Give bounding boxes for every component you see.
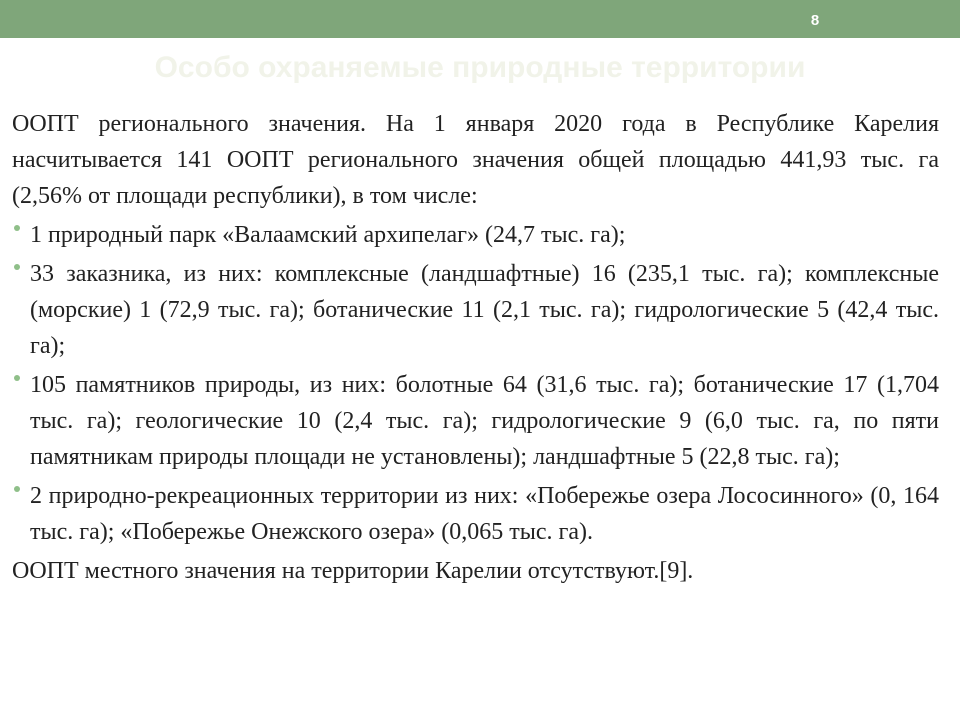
bullet-list [12,217,939,550]
list-item [12,217,939,253]
header-bar [0,0,960,38]
list-item-text: 1 природный парк «Валаамский архипелаг» (24,7 тыс. га); [30,222,626,248]
bullet-icon [14,486,20,492]
bullet-icon [14,264,20,270]
list-item [12,367,939,475]
slide-number: 8 [810,12,820,29]
bullet-icon [14,375,20,381]
slide-content [12,106,939,589]
list-item-text: 33 заказника, из них: комплексные (ландшафтные) 16 (235,1 тыс. га); комплексные (морские) 1 (72,9 тыс. га); ботанические 11 (2,1 тыс. га); гидрологические 5 (42,4 тыс. га); [30,261,939,359]
list-item [12,256,939,364]
list-item-text: 105 памятников природы, из них: болотные 64 (31,6 тыс. га); ботанические 17 (1,704 тыс. га); геологические 10 (2,4 тыс. га); гидрологические 9 (6,0 тыс. га, по пяти памятникам природы площади не установлены); ландшафтные 5 (22,8 тыс. га); [30,372,939,470]
list-item-text: 2 природно-рекреационных территории из них: «Побережье озера Лососинного» (0, 164 тыс. га); «Побережье Онежского озера» (0,065 тыс. га). [30,483,939,545]
list-item [12,478,939,550]
intro-paragraph: ООПТ регионального значения. На 1 января 2020 года в Республике Карелия насчитывается 141 ООПТ регионального значения общей площадью 441,93 тыс. га (2,56% от площади республики), в том числе: [12,111,939,209]
outro-paragraph: ООПТ местного значения на территории Карелии отсутствуют.[9]. [12,558,694,584]
bullet-icon [14,225,20,231]
slide-title: Особо охраняемые природные территории [154,51,806,84]
